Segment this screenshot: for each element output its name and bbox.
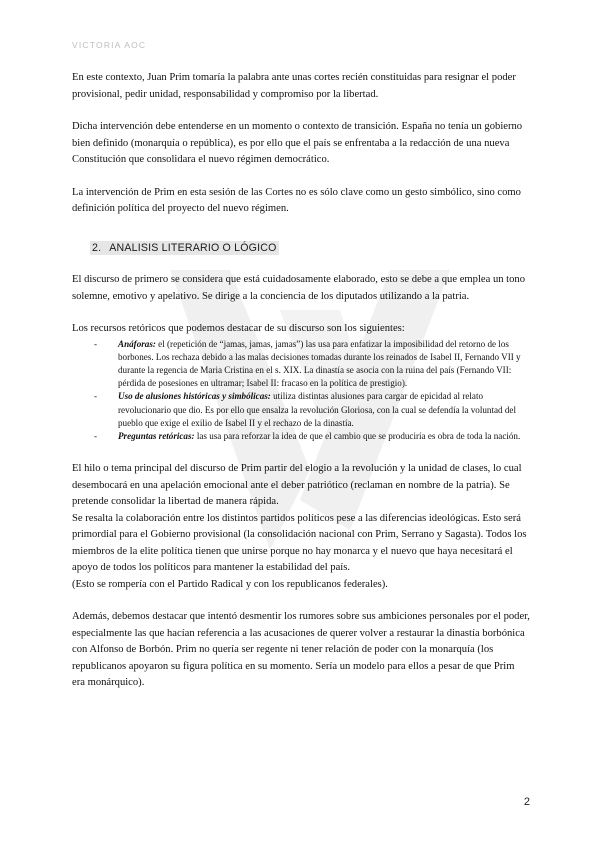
bullet-dash: - <box>94 391 98 402</box>
bullet-text: las usa para reforzar la idea de que el cambio que se produciría es obra de toda la nación. <box>194 430 521 441</box>
paragraph-recursos-intro: Los recursos retóricos que podemos destacar de su discurso son los siguientes: <box>72 323 405 334</box>
paragraph-ruptura: (Esto se rompería con el Partido Radical y con los republicanos federales). <box>72 578 388 590</box>
bullet-text: utiliza distintas alusiones para cargar de epicidad al relato revolucionario que dio. Es por ello que ensalza la revolución Gloriosa, con la cual se defendía la voluntad del pueblo que exige el exilio de Isabel II y el rechazo de la dinastía. <box>118 391 516 428</box>
paragraph-transition: Dicha intervención debe entenderse en un momento o contexto de transición. España no tenía un gobierno bien definido (monarquía o república), es por ello que el país se enfrentaba a la redacción de una nueva Constitución que consolidara el nuevo régimen democrático. <box>72 121 523 165</box>
bullet-dash: - <box>94 430 98 441</box>
bullet-term: Uso de alusiones históricas y simbólicas: <box>118 391 271 402</box>
paragraph-colaboracion: Se resalta la colaboración entre los distintos partidos políticos pese a las diferencias ideológicas. Esto será primordial para el Gobierno provisional (la consolidación nacional con Prim, Serrano y Sagasta). Todos los miembros de la elite política tienen que unirse porque no hay monarca y el nuevo que haya necesitará el apoyo de todos los políticos para mantener la estabilidad del país. <box>72 512 527 574</box>
page-number: 2 <box>523 796 530 808</box>
paragraph-hilo: El hilo o tema principal del discurso de Prim partir del elogio a la revolución y la unidad de clases, lo cual desembocará en una apelación emocional ante el deber patriótico (reclaman en nombre de la patria). Se pretende consolidar la libertad de manera rápida. <box>72 463 522 508</box>
paragraph-ambiciones: Además, debemos destacar que intentó desmentir los rumores sobre sus ambiciones personales por el poder, especialmente las que hacían referencia a las acusaciones de querer volver a restaurar la dinastía borbónica con Alfonso de Borbón. Prim no quería ser regente ni tener relación de poder con la monarquía (los republicanos apoyaron su figura política en su momento. Sería un modelo para ellos a pesar de que Prim era monárquico). <box>72 611 530 689</box>
list-item <box>72 390 530 430</box>
bullet-dash: - <box>94 338 98 349</box>
bullet-term: Preguntas retóricas: <box>118 430 195 441</box>
section-heading <box>90 240 530 257</box>
bullet-term: Anáforas: <box>118 338 156 349</box>
bullet-text: el (repetición de “jamas, jamas, jamas”) las usa para enfatizar la imposibilidad del retorno de los borbones. Los rechaza debido a las malas decisiones tomadas durante los reinados de Isabel II, Fernando VII y durante la regencia de Maria Cristina en el s. XIX. La dinastía se asocia con la ruina del país (Fernando VII: pérdida de posesiones en ultramar; Isabel II: fracaso en la política de prestigio). <box>118 338 521 389</box>
section-title: ANALISIS LITERARIO O LÓGICO <box>109 241 277 254</box>
paragraph-discurso: El discurso de primero se considera que está cuidadosamente elaborado, esto se debe a que emplea un tono solemne, emotivo y apelativo. Se dirige a la conciencia de los diputados utilizando a la patria. <box>72 274 526 302</box>
list-item <box>72 430 530 443</box>
paragraph-context: En este contexto, Juan Prim tomaría la palabra ante unas cortes recién constituidas para resignar el poder provisional, pedir unidad, responsabilidad y compromiso por la libertad. <box>72 72 516 100</box>
document-body <box>72 70 530 708</box>
list-item <box>72 338 530 391</box>
header-brand: VICTORIA AOC <box>72 40 147 50</box>
rhetoric-list <box>72 338 530 444</box>
section-number: 2. <box>92 241 102 254</box>
paragraph-intervention: La intervención de Prim en esta sesión de las Cortes no es sólo clave como un gesto simbólico, sino como definición política del proyecto del nuevo régimen. <box>72 186 521 214</box>
